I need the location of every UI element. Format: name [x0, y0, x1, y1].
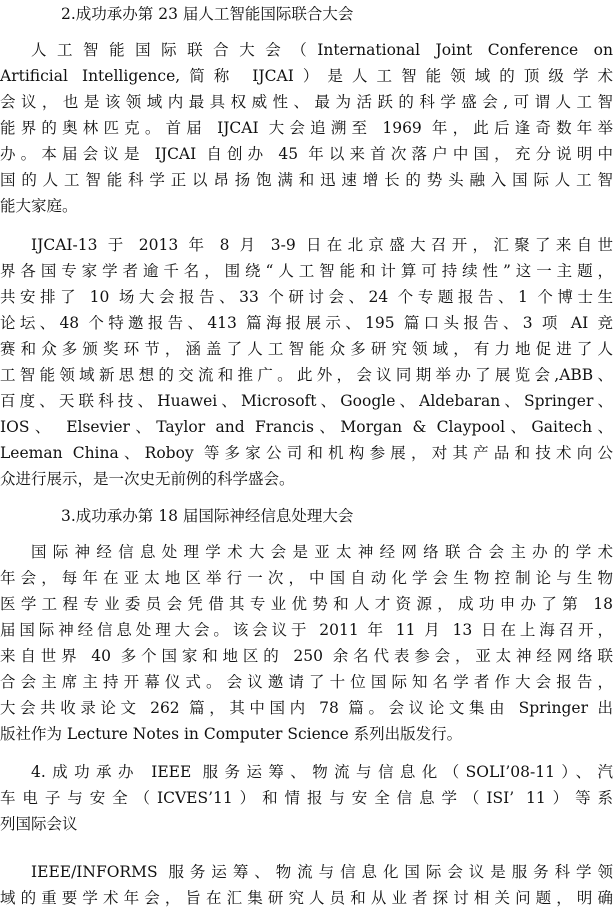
paragraph-line: 医学工程专业委员会凭借其专业优势和人才资源，成功申办了第 18 — [0, 595, 613, 613]
paragraph-line: 域的重要学术年会，旨在汇集研究人员和从业者探讨相关问题，明确 — [0, 889, 613, 907]
section-heading-3: 3.成功承办第 18 届国际神经信息处理大会 — [61, 507, 354, 525]
paragraph-line: 版社作为 Lecture Notes in Computer Science 系列出版发行。 — [0, 725, 463, 743]
paragraph-line: Leeman China、Roboy 等多家公司和机构参展，对其产品和技术向公 — [0, 444, 613, 462]
paragraph-line: IOS、 Elsevier、Taylor and Francis、Morgan & Claypool、Gaitech、 — [0, 418, 613, 436]
section-heading-4-line: 列国际会议 — [0, 815, 78, 833]
paragraph-line: 能大家庭。 — [0, 197, 78, 215]
paragraph-line: IJCAI-13 于 2013 年 8 月 3-9 日在北京盛大召开，汇聚了来自世 — [31, 236, 613, 254]
paragraph-line: 国际神经信息处理学术大会是亚太神经网络联合会主办的学术 — [31, 543, 613, 561]
paragraph-line: IEEE/INFORMS 服务运筹、物流与信息化国际会议是服务科学领 — [31, 863, 613, 881]
section-heading-2: 2.成功承办第 23 届人工智能国际联合大会 — [61, 5, 354, 23]
section-heading-4-line: 车电子与安全（ICVES’11）和情报与安全信息学（ISI’ 11）等系 — [0, 789, 613, 807]
paragraph-line: 共安排了 10 场大会报告、33 个研讨会、24 个专题报告、1 个博士生 — [0, 288, 613, 306]
paragraph-line: 合会主席主持开幕仪式。会议邀请了十位国际知名学者作大会报告， — [0, 673, 613, 691]
paragraph-line: 论坛、48 个特邀报告、413 篇海报展示、195 篇口头报告、3 项 AI 竞 — [0, 314, 613, 332]
paragraph-line: Artificial Intelligence,简称 IJCAI）是人工智能领域的顶级学术 — [0, 67, 613, 85]
paragraph-line: 众进行展示，是一次史无前例的科学盛会。 — [0, 470, 295, 488]
paragraph-line: 来自世界 40 多个国家和地区的 250 余名代表参会，亚太神经网络联 — [0, 647, 613, 665]
paragraph-line: 人工智能国际联合大会（International Joint Conference on — [31, 41, 613, 59]
paragraph-line: 能界的奥林匹克。首届 IJCAI 大会追溯至 1969 年，此后逢奇数年举 — [0, 119, 613, 137]
paragraph-line: 工智能领域新思想的交流和推广。此外，会议同期举办了展览会,ABB、 — [0, 366, 613, 384]
paragraph-line: 赛和众多颁奖环节，涵盖了人工智能众多研究领域，有力地促进了人 — [0, 340, 613, 358]
paragraph-line: 年会，每年在亚太地区举行一次，中国自动化学会生物控制论与生物 — [0, 569, 613, 587]
paragraph-line: 百度、天联科技、Huawei、Microsoft、Google、Aldebaran、Springer、 — [0, 392, 613, 410]
paragraph-line: 办。本届会议是 IJCAI 自创办 45 年以来首次落户中国，充分说明中 — [0, 145, 613, 163]
paragraph-line: 界各国专家学者逾千名，围绕“人工智能和计算可持续性”这一主题， — [0, 262, 613, 280]
paragraph-line: 大会共收录论文 262 篇，其中国内 78 篇。会议论文集由 Springer 出 — [0, 699, 613, 717]
paragraph-line: 届国际神经信息处理大会。该会议于 2011 年 11 月 13 日在上海召开， — [0, 621, 613, 639]
section-heading-4-line: 4.成功承办 IEEE 服务运筹、物流与信息化（SOLI’08-11）、汽 — [31, 763, 613, 781]
paragraph-line: 会议，也是该领域内最具权威性、最为活跃的科学盛会,可谓人工智 — [0, 93, 613, 111]
paragraph-line: 国的人工智能科学正以昂扬饱满和迅速增长的势头融入国际人工智 — [0, 171, 613, 189]
